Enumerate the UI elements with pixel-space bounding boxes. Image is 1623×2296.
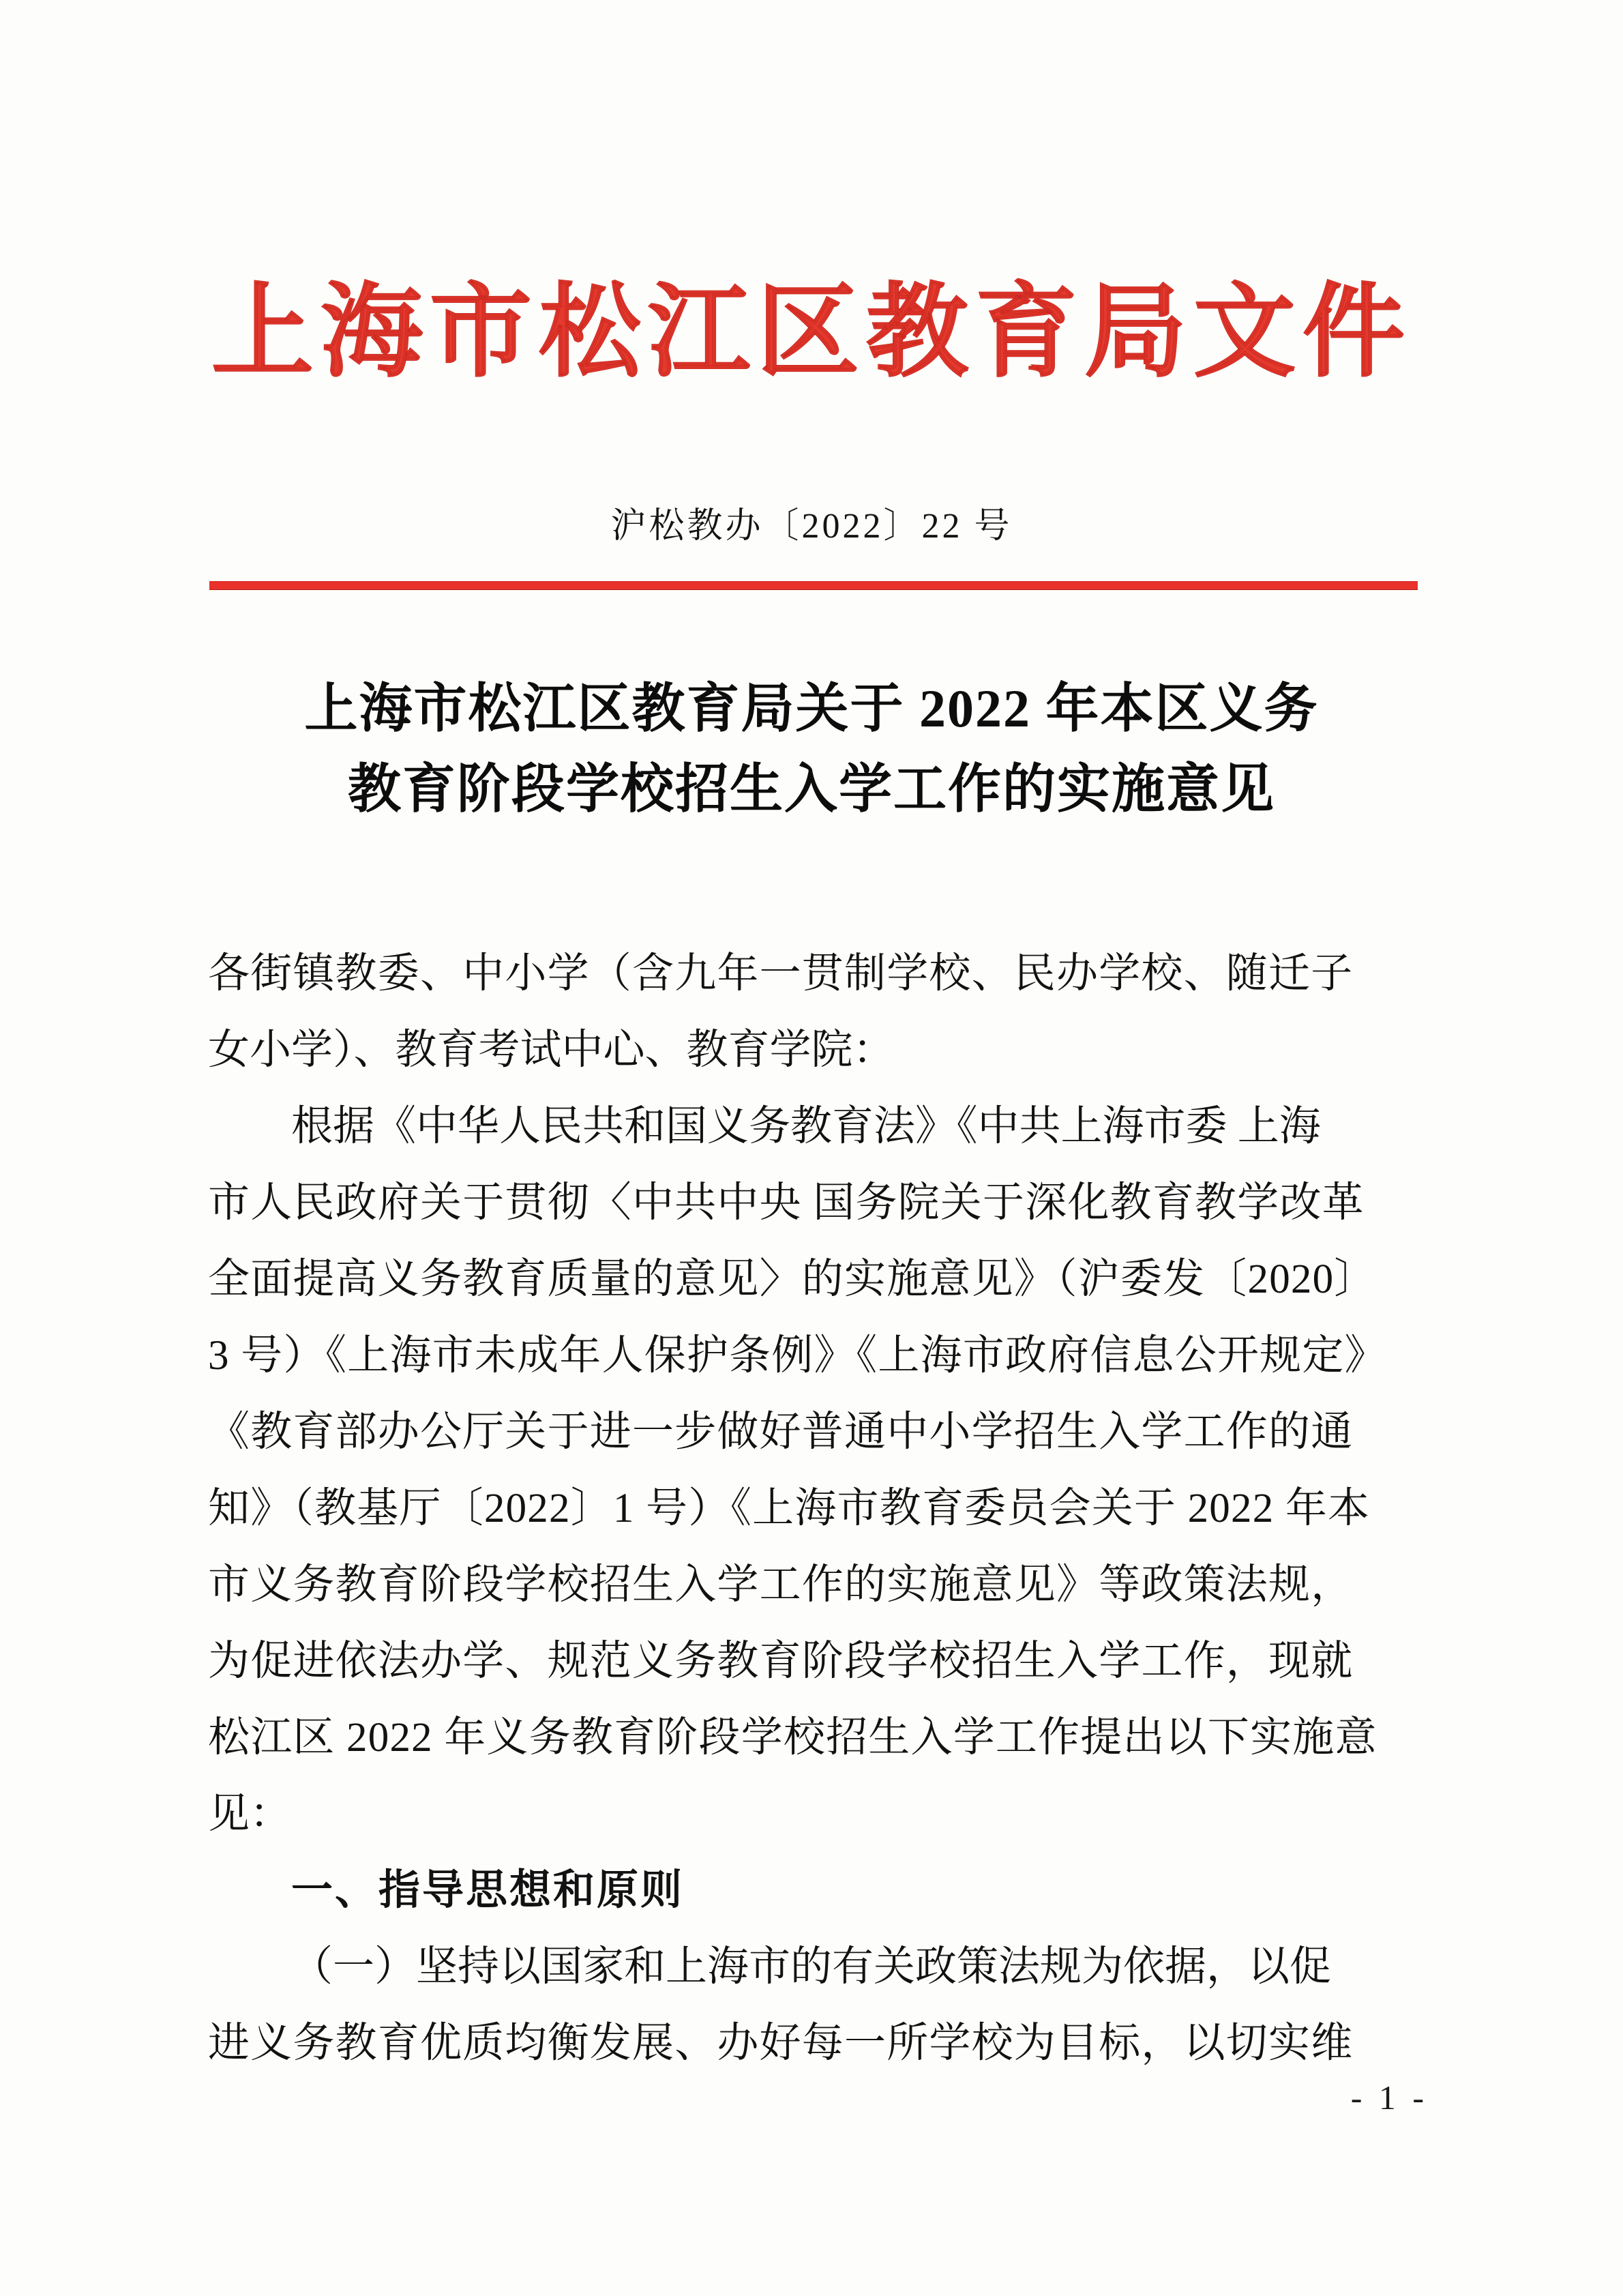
body-text-line: 进义务教育优质均衡发展、办好每一所学校为目标，以切实维 xyxy=(208,2020,1354,2066)
agency-masthead-title: 上海市松江区教育局文件 xyxy=(211,276,1412,389)
body-text-line: （一）坚持以国家和上海市的有关政策法规为依据，以促 xyxy=(291,1944,1332,1990)
body-text-line: 松江区 2022 年义务教育阶段学校招生入学工作提出以下实施意 xyxy=(208,1715,1378,1761)
body-text-line: 市义务教育阶段学校招生入学工作的实施意见》等政策法规， xyxy=(208,1562,1354,1608)
page-number-footer: - 1 - xyxy=(1350,2078,1428,2117)
body-text-line: 各街镇教委、中小学（含九年一贯制学校、民办学校、随迁子 xyxy=(208,951,1354,997)
red-separator-rule xyxy=(209,581,1418,590)
body-section-heading: 一、指导思想和原则 xyxy=(291,1868,685,1913)
document-title-line-2: 教育阶段学校招生入学工作的实施意见 xyxy=(347,759,1275,819)
document-title-line-1: 上海市松江区教育局关于 2022 年本区义务 xyxy=(304,679,1319,738)
document-title xyxy=(170,668,1453,829)
body-text-line: 根据《中华人民共和国义务教育法》《中共上海市委 上海 xyxy=(291,1104,1321,1149)
document-body xyxy=(208,936,1403,2082)
body-text-line: 全面提高义务教育质量的意见〉的实施意见》（沪委发〔2020〕 xyxy=(208,1256,1377,1302)
body-text-line: 知》（教基厅〔2022〕1 号）《上海市教育委员会关于 2022 年本 xyxy=(208,1486,1371,1531)
document-serial-number: 沪松教办〔2022〕22 号 xyxy=(610,507,1013,546)
body-text-line: 女小学）、教育考试中心、教育学院： xyxy=(208,1027,895,1073)
body-text-line: 见： xyxy=(208,1791,292,1837)
body-text-line: 市人民政府关于贯彻〈中共中央 国务院关于深化教育教学改革 xyxy=(208,1180,1365,1226)
body-text-line: 《教育部办公厅关于进一步做好普通中小学招生入学工作的通 xyxy=(208,1409,1354,1455)
body-text-line: 3 号）《上海市未成年人保护条例》《上海市政府信息公开规定》 xyxy=(208,1333,1387,1379)
body-text-line: 为促进依法办学、规范义务教育阶段学校招生入学工作，现就 xyxy=(208,1638,1354,1684)
